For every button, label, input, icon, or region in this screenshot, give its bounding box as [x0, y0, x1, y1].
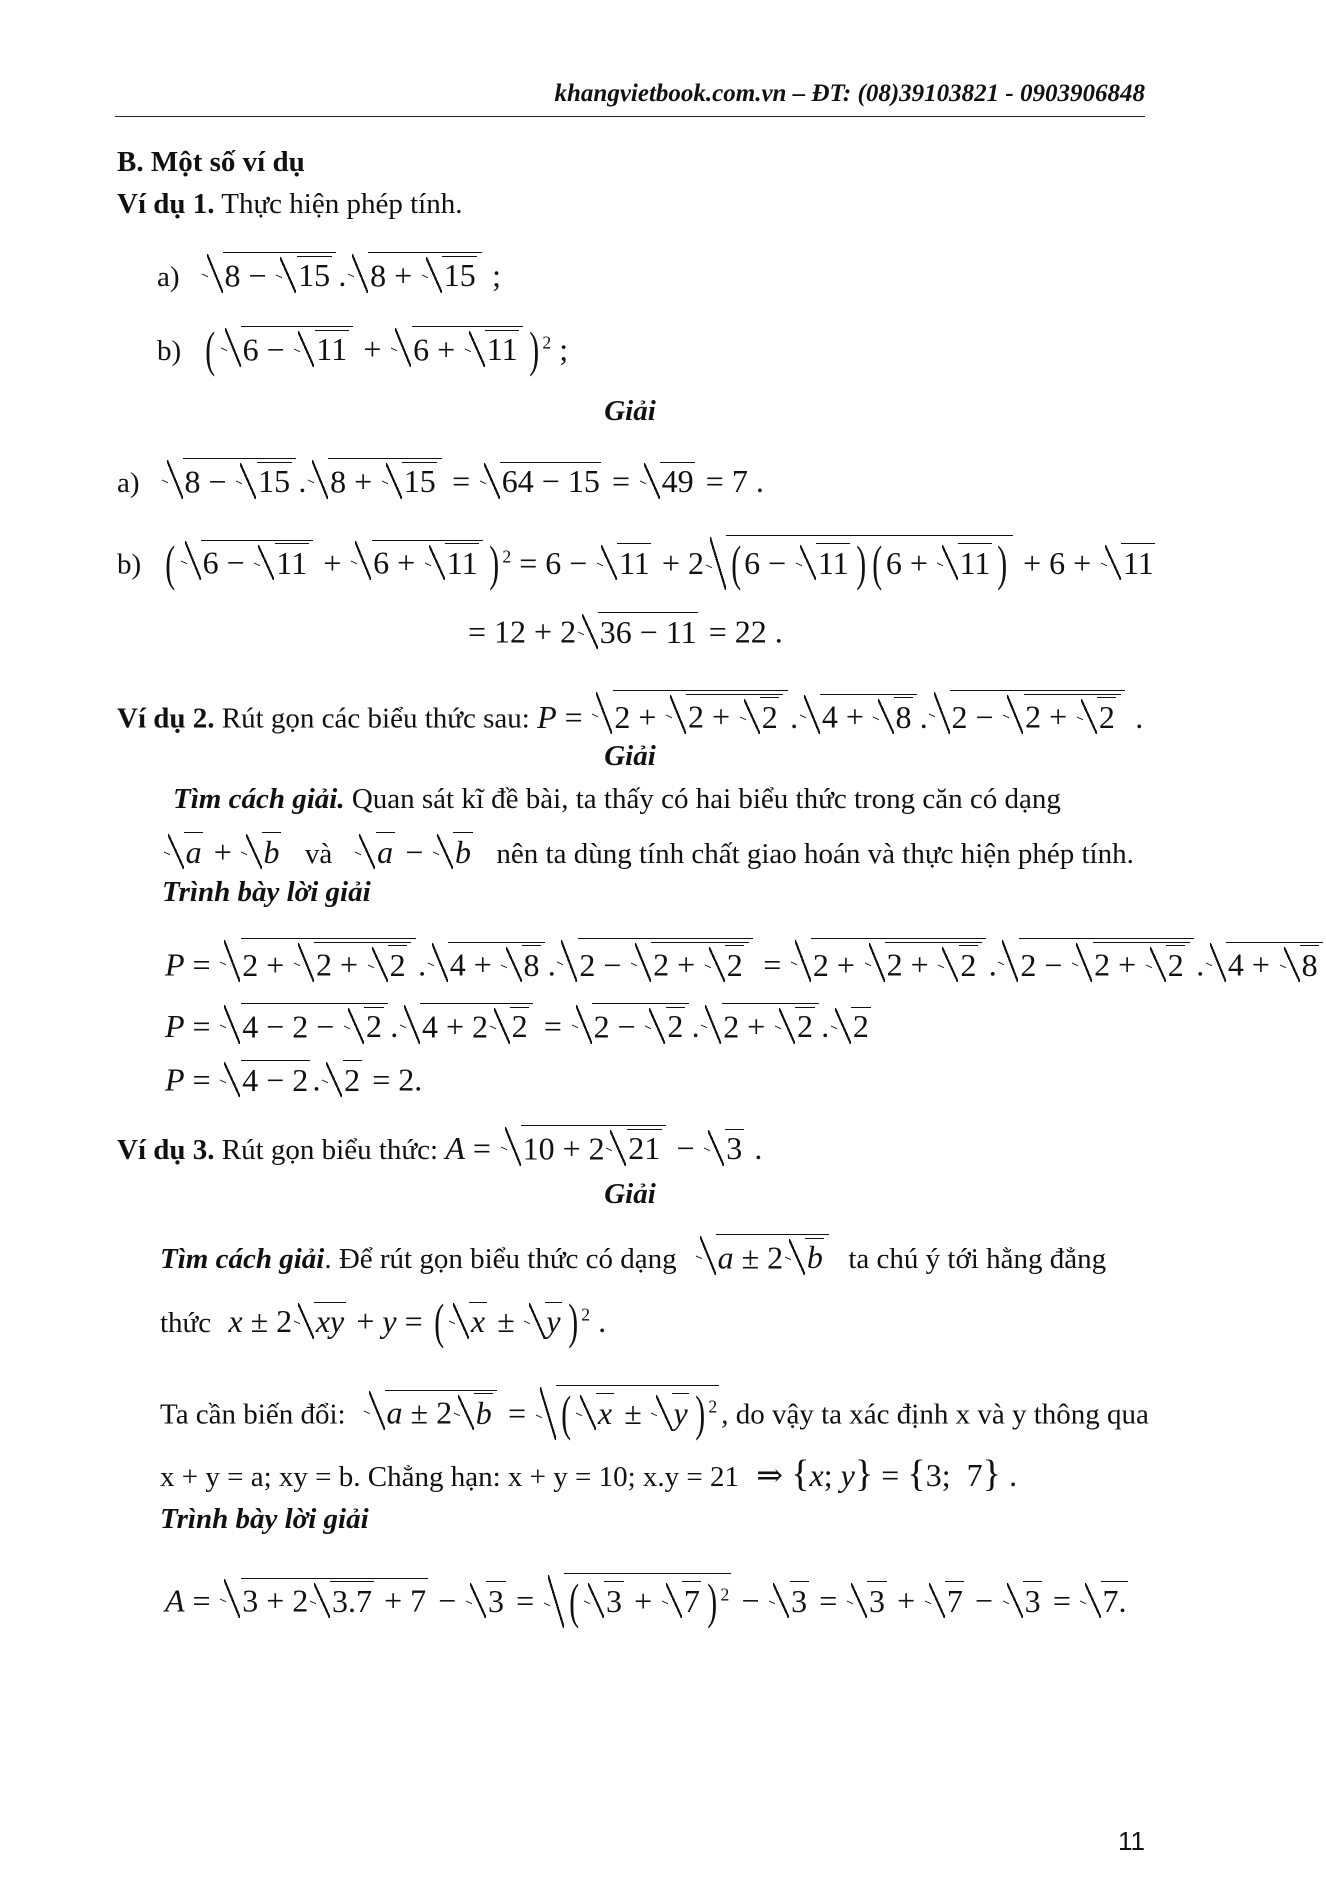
example2-hint [173, 785, 1061, 814]
example2-heading [117, 690, 1143, 734]
formula-2-line2: P = 4 − 2 − 2 . 4 + 2 2 = 2 − 2 . 2 + 2 . 2 [165, 1003, 873, 1042]
example3-transform [160, 1385, 1149, 1441]
page-number: 11 [1118, 1826, 1145, 1856]
example3-cond-text: x + y = a; xy = b. Chẳng hạn: x + y = 10; x.y = 21 [160, 1461, 740, 1493]
example2-hint-line2 [162, 832, 1134, 869]
formula-a-pm-2sqrtb: a ± 2 b [694, 1239, 831, 1275]
example3-hint-label: Tìm cách giải [160, 1243, 325, 1276]
example2-task: Rút gọn các biểu thức sau: [214, 702, 538, 735]
example1-solution-b [117, 535, 1158, 591]
formula-identity: x ± 2 xy + y = ( x ± y ) $^2$ . [228, 1294, 607, 1349]
example3-task: Rút gọn biểu thức: [214, 1134, 446, 1167]
formula-sqrt-a-minus: a − b [354, 834, 476, 870]
formula-sqrt-a-plus: a + b [162, 834, 284, 870]
page-header: khangvietbook.com.vn – ĐT: (08)39103821 - 0903906848 [554, 80, 1145, 107]
formula-transform: a ± 2 b = ( x ± y ) $^2$ [363, 1395, 721, 1431]
example2-hint-and: và [304, 837, 333, 870]
example3-condition [160, 1455, 1017, 1493]
formula-3-task: A = 10 + 2 21 − 3 . [445, 1130, 762, 1166]
formula-sol-1b-line1: ( 6 − 11 + 6 + 11 ) $^2$ = 6 − 11 + 2 ( 6 − 11 ) ( 6 + 11 ) + 6 + 11 [165, 535, 1154, 591]
part-b-label: b) [157, 335, 182, 368]
example1-solution-a [117, 458, 764, 498]
formula-2-line3: P = 4 − 2 . 2 = 2. [165, 1061, 423, 1098]
formula-2-task: P = 2 + 2 + 2 . 4 + 8 . 2 − 2 + 2 . [537, 699, 1143, 735]
example3-transform-text: Ta cần biến đổi: [160, 1398, 346, 1431]
example3-solution-title: Giải [604, 1178, 656, 1210]
sol-a-label: a) [117, 467, 140, 500]
example3-hint [160, 1234, 1106, 1274]
example1-label: Ví dụ 1. [117, 188, 215, 220]
example1-heading [117, 190, 462, 219]
example3-label: Ví dụ 3. [117, 1134, 215, 1167]
example1-part-b [157, 322, 569, 377]
example3-identity [160, 1294, 607, 1349]
example2-label: Ví dụ 2. [117, 702, 215, 735]
sol-b-label: b) [117, 548, 142, 581]
example2-solution-title: Giải [604, 740, 656, 772]
example3-transform-rest: , do vậy ta xác định x và y thông qua [721, 1398, 1149, 1431]
example1-solution-title: Giải [604, 395, 656, 427]
example2-hint-label: Tìm cách giải. [173, 783, 345, 815]
formula-1b: ( 6 − 11 + 6 + 11 ) $^2$ ; [205, 322, 569, 377]
part-a-label: a) [157, 261, 180, 294]
formula-sol-1b-line2: = 12 + 2 36 − 11 = 22 . [468, 613, 783, 650]
formula-2-line1: P = 2 + 2 + 2 . 4 + 8 . 2 − 2 + 2 = 2 + 2 + 2 . 2 − 2 + 2 . 4 + 8 [165, 938, 1326, 981]
example3-hint-rest: ta chú ý tới hằng đẳng [848, 1243, 1107, 1276]
example3-heading [117, 1125, 762, 1165]
example3-identity-word: thức [160, 1307, 212, 1340]
header-rule [115, 116, 1145, 117]
formula-1a: 8 − 15 . 8 + 15 ; [201, 257, 501, 293]
example3-present-label: Trình bày lời giải [160, 1503, 369, 1535]
formula-3-solution: A = 3 + 2 3.7 + 7 − 3 = ( 3 + 7 ) $^2$ − 3 = 3 + 7 − 3 = 7. [165, 1573, 1127, 1629]
example3-hint-text: . Để rút gọn biểu thức có dạng [324, 1243, 677, 1276]
example1-task: Thực hiện phép tính. [214, 188, 463, 220]
example1-part-a [157, 252, 501, 292]
example2-present-label: Trình bày lời giải [162, 876, 371, 908]
example2-hint-rest: nên ta dùng tính chất giao hoán và thực hiện phép tính. [496, 837, 1134, 870]
formula-sol-1a: 8 − 15 . 8 + 15 = 64 − 15 = 49 = 7 . [161, 463, 764, 499]
section-title: B. Một số ví dụ [117, 146, 305, 178]
formula-xy-set: ⇒ {x; y} = {3; 7} . [756, 1453, 1018, 1495]
example2-hint-text: Quan sát kĩ đề bài, ta thấy có hai biểu thức trong căn có dạng [344, 783, 1061, 815]
